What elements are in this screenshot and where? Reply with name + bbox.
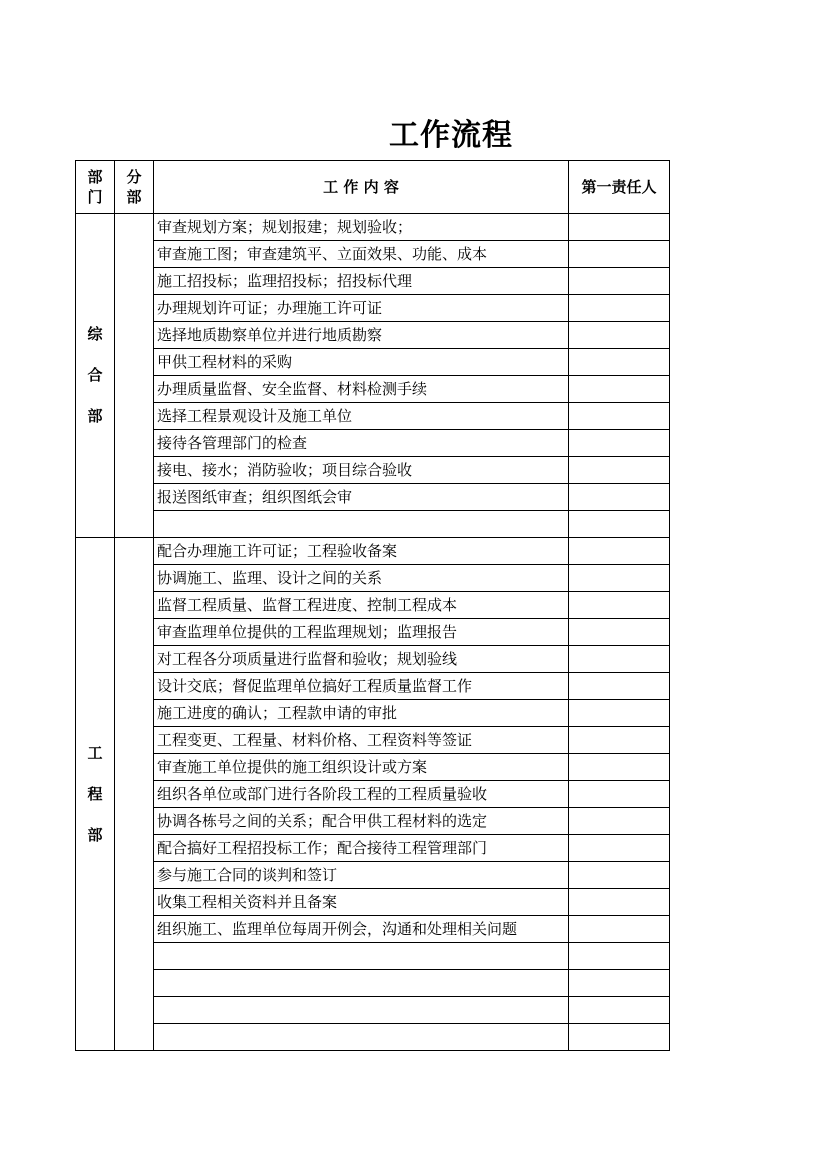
table-row — [76, 970, 670, 997]
table-row — [76, 673, 670, 700]
work-content-cell: 协调各栋号之间的关系；配合甲供工程材料的选定 — [154, 808, 569, 835]
dept-char: 工 — [87, 743, 103, 762]
table-row — [76, 808, 670, 835]
table-row — [76, 943, 670, 970]
work-content-cell: 施工招投标；监理招投标；招投标代理 — [154, 268, 569, 295]
owner-cell — [569, 754, 670, 781]
subdept-cell — [115, 214, 154, 538]
table-row — [76, 511, 670, 538]
work-content-cell: 报送图纸审查；组织图纸会审 — [154, 484, 569, 511]
table-row — [76, 1024, 670, 1051]
subdept-cell — [115, 538, 154, 1051]
work-content-cell: 审查施工图；审查建筑平、立面效果、功能、成本 — [154, 241, 569, 268]
table-row — [76, 349, 670, 376]
dept-cell — [76, 538, 115, 1051]
work-content-cell: 组织各单位或部门进行各阶段工程的工程质量验收 — [154, 781, 569, 808]
table-row — [76, 295, 670, 322]
workflow-table — [75, 160, 670, 1051]
table-row — [76, 457, 670, 484]
dept-cell — [76, 214, 115, 538]
work-content-cell: 配合办理施工许可证；工程验收备案 — [154, 538, 569, 565]
table-row — [76, 646, 670, 673]
owner-cell — [569, 835, 670, 862]
owner-cell — [569, 484, 670, 511]
table-row — [76, 322, 670, 349]
table-row — [76, 241, 670, 268]
work-content-cell: 工程变更、工程量、材料价格、工程资料等签证 — [154, 727, 569, 754]
dept-char: 部 — [87, 825, 103, 844]
header-row — [76, 161, 670, 214]
work-content-cell: 设计交底；督促监理单位搞好工程质量监督工作 — [154, 673, 569, 700]
owner-cell — [569, 646, 670, 673]
owner-cell — [569, 430, 670, 457]
owner-cell — [569, 889, 670, 916]
owner-cell — [569, 619, 670, 646]
owner-cell — [569, 862, 670, 889]
owner-cell — [569, 268, 670, 295]
header-content: 工 作 内 容 — [154, 161, 569, 214]
table-row — [76, 619, 670, 646]
owner-cell — [569, 808, 670, 835]
owner-cell — [569, 565, 670, 592]
table-row — [76, 403, 670, 430]
header-owner: 第一责任人 — [569, 161, 670, 214]
work-content-cell: 收集工程相关资料并且备案 — [154, 889, 569, 916]
work-content-cell: 审查监理单位提供的工程监理规划；监理报告 — [154, 619, 569, 646]
owner-cell — [569, 403, 670, 430]
work-content-cell: 协调施工、监理、设计之间的关系 — [154, 565, 569, 592]
header-subdept: 分 部 — [115, 161, 154, 214]
work-content-cell: 配合搞好工程招投标工作；配合接待工程管理部门 — [154, 835, 569, 862]
owner-cell — [569, 214, 670, 241]
work-content-cell: 选择地质勘察单位并进行地质勘察 — [154, 322, 569, 349]
owner-cell — [569, 538, 670, 565]
owner-cell — [569, 997, 670, 1024]
table-row — [76, 916, 670, 943]
table-row — [76, 727, 670, 754]
owner-cell — [569, 241, 670, 268]
dept-char: 综 — [87, 325, 103, 343]
table-row — [76, 430, 670, 457]
work-content-cell — [154, 970, 569, 997]
owner-cell — [569, 322, 670, 349]
owner-cell — [569, 1024, 670, 1051]
work-content-cell: 接电、接水；消防验收；项目综合验收 — [154, 457, 569, 484]
table-row — [76, 862, 670, 889]
work-content-cell — [154, 997, 569, 1024]
table-row — [76, 484, 670, 511]
table-row — [76, 781, 670, 808]
owner-cell — [569, 376, 670, 403]
dept-char: 合 — [87, 366, 103, 384]
owner-cell — [569, 349, 670, 376]
table-row — [76, 700, 670, 727]
work-content-cell: 办理质量监督、安全监督、材料检测手续 — [154, 376, 569, 403]
owner-cell — [569, 943, 670, 970]
work-content-cell: 甲供工程材料的采购 — [154, 349, 569, 376]
work-content-cell — [154, 1024, 569, 1051]
work-content-cell: 监督工程质量、监督工程进度、控制工程成本 — [154, 592, 569, 619]
owner-cell — [569, 970, 670, 997]
owner-cell — [569, 592, 670, 619]
table-row — [76, 889, 670, 916]
page-title: 工作流程 — [389, 118, 513, 153]
work-content-cell: 组织施工、监理单位每周开例会，沟通和处理相关问题 — [154, 916, 569, 943]
work-content-cell: 施工进度的确认；工程款申请的审批 — [154, 700, 569, 727]
work-content-cell: 选择工程景观设计及施工单位 — [154, 403, 569, 430]
owner-cell — [569, 295, 670, 322]
header-dept: 部 门 — [76, 161, 115, 214]
table-row — [76, 997, 670, 1024]
dept-char: 程 — [87, 784, 103, 803]
table-row — [76, 538, 670, 565]
owner-cell — [569, 700, 670, 727]
owner-cell — [569, 511, 670, 538]
owner-cell — [569, 727, 670, 754]
table-row — [76, 754, 670, 781]
table-row — [76, 592, 670, 619]
work-content-cell: 审查规划方案；规划报建；规划验收； — [154, 214, 569, 241]
table-row — [76, 214, 670, 241]
table-row — [76, 565, 670, 592]
table-row — [76, 268, 670, 295]
owner-cell — [569, 916, 670, 943]
table-row — [76, 835, 670, 862]
work-content-cell: 接待各管理部门的检查 — [154, 430, 569, 457]
work-content-cell: 对工程各分项质量进行监督和验收；规划验线 — [154, 646, 569, 673]
work-content-cell — [154, 511, 569, 538]
owner-cell — [569, 457, 670, 484]
work-content-cell — [154, 943, 569, 970]
work-content-cell: 审查施工单位提供的施工组织设计或方案 — [154, 754, 569, 781]
work-content-cell: 办理规划许可证；办理施工许可证 — [154, 295, 569, 322]
owner-cell — [569, 781, 670, 808]
dept-char: 部 — [87, 407, 103, 425]
work-content-cell: 参与施工合同的谈判和签订 — [154, 862, 569, 889]
table-row — [76, 376, 670, 403]
owner-cell — [569, 673, 670, 700]
